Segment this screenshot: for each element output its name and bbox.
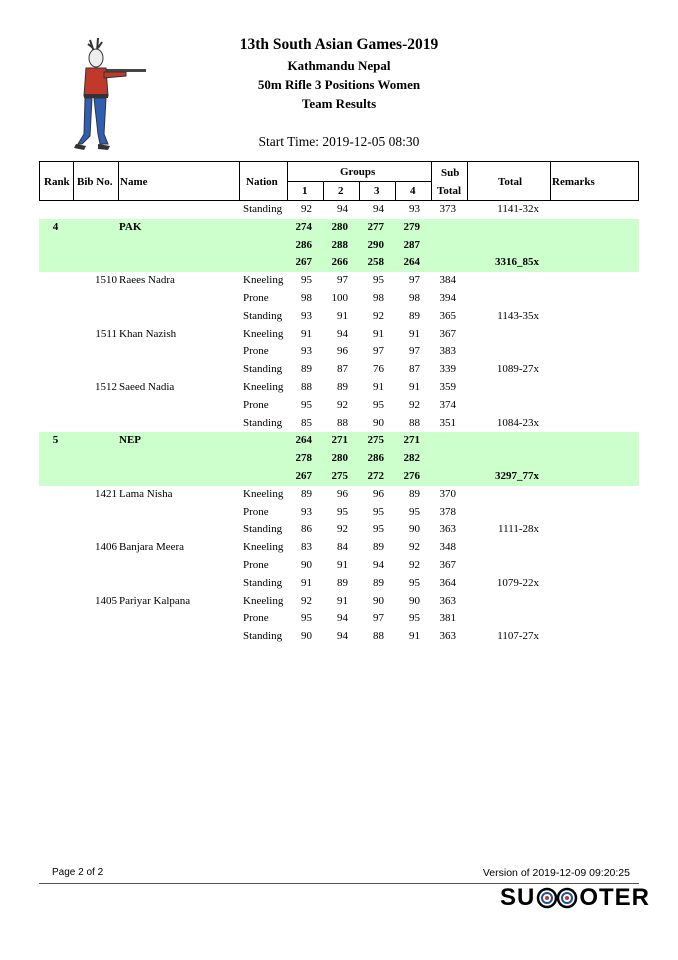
- group-2-score: 280: [331, 452, 348, 465]
- group-3-score: 97: [373, 612, 384, 625]
- sub-cell: 374: [439, 398, 456, 411]
- group-2-score: 96: [337, 487, 348, 500]
- group-2-score: 87: [337, 363, 348, 376]
- group-1-score: 264: [295, 434, 312, 447]
- sub-cell: 367: [439, 327, 456, 340]
- header-nation: Nation: [246, 176, 278, 188]
- bib-cell: 1510: [95, 274, 117, 287]
- group-3-score: 91: [373, 380, 384, 393]
- group-1-score: 90: [301, 558, 312, 571]
- group-2-score: 91: [337, 309, 348, 322]
- header-remarks: Remarks: [552, 176, 595, 188]
- name-cell: PAK: [119, 220, 142, 233]
- nation-cell: Prone: [243, 398, 269, 411]
- group-3-score: 90: [373, 416, 384, 429]
- nation-cell: Standing: [243, 523, 283, 536]
- group-3-score: 286: [367, 452, 384, 465]
- group-4-score: 92: [409, 558, 420, 571]
- group-3-score: 272: [367, 469, 384, 482]
- athlete-row: [39, 575, 639, 593]
- divider: [323, 181, 324, 200]
- group-2-score: 288: [331, 238, 348, 251]
- header-sub: Sub: [441, 167, 460, 179]
- nation-cell: Prone: [243, 558, 269, 571]
- group-3-score: 89: [373, 541, 384, 554]
- group-3-score: 95: [373, 523, 384, 536]
- athlete-row: [39, 201, 639, 219]
- divider: [467, 162, 468, 200]
- athlete-row: [39, 326, 639, 344]
- rank-cell: 5: [52, 434, 59, 447]
- header-sub-total: Total: [437, 185, 462, 197]
- athlete-row: [39, 272, 639, 290]
- group-1-score: 95: [301, 398, 312, 411]
- sub-cell: 351: [439, 416, 456, 429]
- total-cell: 1141-32x: [497, 203, 539, 215]
- version-text: Version of 2019-12-09 09:20:25: [482, 867, 630, 879]
- results-table-body: [39, 201, 639, 646]
- group-2-score: 96: [337, 345, 348, 358]
- athlete-row: [39, 361, 639, 379]
- group-4-score: 92: [409, 398, 420, 411]
- group-4-score: 276: [403, 469, 420, 482]
- group-4-score: 92: [409, 541, 420, 554]
- group-1-score: 93: [301, 505, 312, 518]
- divider: [239, 162, 240, 200]
- name-cell: NEP: [119, 434, 141, 447]
- athlete-row: [39, 343, 639, 361]
- group-4-score: 264: [403, 256, 420, 269]
- group-1-score: 86: [301, 523, 312, 536]
- group-2-score: 271: [331, 434, 348, 447]
- group-2-score: 280: [331, 220, 348, 233]
- nation-cell: Standing: [243, 203, 283, 215]
- nation-cell: Kneeling: [243, 594, 284, 607]
- divider: [359, 181, 360, 200]
- total-cell: 1107-27x: [497, 630, 539, 643]
- group-4-score: 271: [403, 434, 420, 447]
- group-1-score: 286: [295, 238, 312, 251]
- athlete-row: [39, 486, 639, 504]
- group-4-score: 88: [409, 416, 420, 429]
- athlete-row: [39, 521, 639, 539]
- group-4-score: 90: [409, 594, 420, 607]
- group-3-score: 89: [373, 576, 384, 589]
- group-1-score: 267: [295, 256, 312, 269]
- group-1-score: 91: [301, 576, 312, 589]
- nation-cell: Prone: [243, 612, 269, 625]
- group-4-score: 282: [403, 452, 420, 465]
- group-2-score: 92: [337, 523, 348, 536]
- group-3-score: 91: [373, 327, 384, 340]
- nation-cell: Kneeling: [243, 274, 284, 287]
- sub-cell: 378: [439, 505, 456, 518]
- total-cell: 1089-27x: [496, 363, 539, 376]
- group-1-score: 85: [301, 416, 312, 429]
- group-3-score: 95: [373, 505, 384, 518]
- nation-cell: Standing: [243, 630, 283, 643]
- name-cell: Pariyar Kalpana: [119, 594, 191, 607]
- nation-cell: Standing: [243, 416, 283, 429]
- group-2-score: 94: [337, 203, 348, 215]
- group-4-score: 97: [409, 345, 420, 358]
- divider: [73, 162, 74, 200]
- group-1-score: 278: [295, 452, 312, 465]
- group-3-score: 90: [373, 594, 384, 607]
- athlete-row: [39, 628, 639, 646]
- event-name: 50m Rifle 3 Positions Women: [257, 77, 421, 92]
- sub-cell: 363: [439, 594, 456, 607]
- header-total: Total: [498, 176, 523, 188]
- group-2-score: 84: [337, 541, 348, 554]
- results-type: Team Results: [301, 96, 377, 111]
- group-1-score: 274: [295, 220, 312, 233]
- sub-cell: 373: [439, 203, 456, 215]
- name-cell: Banjara Meera: [119, 541, 185, 554]
- group-3-score: 290: [367, 238, 384, 251]
- header-groups: Groups: [340, 166, 376, 178]
- nation-cell: Standing: [243, 576, 283, 589]
- group-3-score: 94: [373, 558, 384, 571]
- header-group-2: 2: [338, 185, 344, 197]
- name-cell: Saeed Nadia: [119, 380, 175, 393]
- team-row: [39, 237, 639, 255]
- divider: [118, 162, 119, 200]
- athlete-row: [39, 379, 639, 397]
- group-3-score: 92: [373, 309, 384, 322]
- group-4-score: 95: [409, 576, 420, 589]
- group-2-score: 94: [337, 612, 348, 625]
- group-4-score: 89: [409, 309, 420, 322]
- group-1-score: 91: [301, 327, 312, 340]
- group-1-score: 93: [301, 345, 312, 358]
- total-cell: 1079-22x: [496, 576, 539, 589]
- team-row: [39, 254, 639, 272]
- sub-cell: 394: [439, 291, 456, 304]
- results-table-header: [39, 161, 639, 201]
- group-1-score: 89: [301, 363, 312, 376]
- bib-cell: 1512: [95, 380, 117, 393]
- sub-cell: 339: [439, 363, 456, 376]
- group-2-score: 97: [337, 274, 348, 287]
- athlete-row: [39, 415, 639, 433]
- shooter-brand-logo: [500, 884, 650, 912]
- competition-location: Kathmandu Nepal: [287, 58, 391, 73]
- bib-cell: 1511: [95, 327, 117, 340]
- group-1-score: 95: [301, 274, 312, 287]
- group-2-score: 88: [337, 416, 348, 429]
- nation-cell: Prone: [243, 345, 269, 358]
- nation-cell: Kneeling: [243, 541, 284, 554]
- sub-cell: 381: [439, 612, 456, 625]
- group-4-score: 279: [403, 220, 420, 233]
- athlete-row: [39, 504, 639, 522]
- team-row: [39, 432, 639, 450]
- group-1-score: 92: [301, 203, 312, 215]
- page-number: Page 2 of 2: [52, 867, 104, 878]
- brand-text-left: SU: [500, 884, 536, 911]
- total-cell: 1084-23x: [496, 416, 539, 429]
- header-group-3: 3: [374, 185, 380, 197]
- athlete-row: [39, 397, 639, 415]
- group-3-score: 94: [373, 203, 384, 215]
- sub-cell: 370: [439, 487, 456, 500]
- group-3-score: 275: [367, 434, 384, 447]
- header-name: Name: [120, 176, 148, 188]
- group-4-score: 287: [403, 238, 420, 251]
- header-bib: Bib No.: [77, 176, 113, 188]
- group-2-score: 266: [331, 256, 348, 269]
- group-1-score: 267: [295, 469, 312, 482]
- nation-cell: Kneeling: [243, 327, 284, 340]
- total-cell: 3316_85x: [495, 256, 539, 269]
- group-3-score: 88: [373, 630, 384, 643]
- athlete-row: [39, 557, 639, 575]
- group-4-score: 95: [409, 612, 420, 625]
- group-1-score: 95: [301, 612, 312, 625]
- group-3-score: 98: [373, 291, 384, 304]
- total-cell: 1143-35x: [497, 309, 539, 322]
- sub-cell: 348: [439, 541, 456, 554]
- sub-cell: 365: [439, 309, 456, 322]
- athlete-row: [39, 290, 639, 308]
- divider: [395, 181, 396, 200]
- group-4-score: 95: [409, 505, 420, 518]
- name-cell: Khan Nazish: [119, 327, 177, 340]
- group-2-score: 94: [337, 327, 348, 340]
- name-cell: Lama Nisha: [119, 487, 173, 500]
- sub-cell: 359: [439, 380, 456, 393]
- athlete-row: [39, 593, 639, 611]
- bib-cell: 1406: [95, 541, 117, 554]
- divider: [550, 162, 551, 200]
- group-2-score: 91: [337, 558, 348, 571]
- divider: [431, 162, 432, 200]
- nation-cell: Prone: [243, 505, 269, 518]
- group-4-score: 93: [409, 203, 420, 215]
- total-cell: 3297_77x: [495, 469, 539, 482]
- group-2-score: 92: [337, 398, 348, 411]
- sub-cell: 363: [439, 523, 456, 536]
- total-cell: 1111-28x: [498, 523, 539, 536]
- header-group-4: 4: [410, 185, 416, 197]
- start-time: Start Time: 2019-12-05 08:30: [258, 134, 420, 149]
- sub-cell: 383: [439, 345, 456, 358]
- nation-cell: Prone: [243, 291, 269, 304]
- sub-cell: 384: [439, 274, 456, 287]
- group-1-score: 93: [301, 309, 312, 322]
- group-3-score: 258: [367, 256, 384, 269]
- group-2-score: 89: [337, 380, 348, 393]
- header-rank: Rank: [44, 176, 70, 188]
- name-cell: Raees Nadra: [119, 274, 175, 287]
- group-1-score: 92: [301, 594, 312, 607]
- nation-cell: Kneeling: [243, 487, 284, 500]
- competition-title: 13th South Asian Games-2019: [239, 36, 439, 53]
- bib-cell: 1405: [95, 594, 117, 607]
- group-4-score: 89: [409, 487, 420, 500]
- group-1-score: 88: [301, 380, 312, 393]
- group-3-score: 97: [373, 345, 384, 358]
- group-1-score: 83: [301, 541, 312, 554]
- group-1-score: 90: [301, 630, 312, 643]
- brand-text-right: OTER: [579, 884, 651, 911]
- sub-cell: 364: [439, 576, 456, 589]
- group-4-score: 90: [409, 523, 420, 536]
- header-group-1: 1: [302, 185, 308, 197]
- athlete-row: [39, 610, 639, 628]
- group-3-score: 95: [373, 274, 384, 287]
- group-3-score: 95: [373, 398, 384, 411]
- group-1-score: 89: [301, 487, 312, 500]
- nation-cell: Kneeling: [243, 380, 284, 393]
- team-row: [39, 450, 639, 468]
- bib-cell: 1421: [95, 487, 117, 500]
- sub-cell: 367: [439, 558, 456, 571]
- group-2-score: 94: [337, 630, 348, 643]
- rank-cell: 4: [52, 220, 59, 233]
- group-3-score: 96: [373, 487, 384, 500]
- team-row: [39, 468, 639, 486]
- group-2-score: 95: [337, 505, 348, 518]
- group-4-score: 91: [409, 380, 420, 393]
- group-4-score: 91: [409, 630, 420, 643]
- group-4-score: 87: [409, 363, 420, 376]
- group-1-score: 98: [301, 291, 312, 304]
- team-row: [39, 219, 639, 237]
- group-2-score: 275: [331, 469, 348, 482]
- group-3-score: 277: [367, 220, 384, 233]
- group-4-score: 97: [409, 274, 420, 287]
- sub-cell: 363: [439, 630, 456, 643]
- athlete-row: [39, 539, 639, 557]
- shooting-target-icon: [536, 887, 578, 909]
- nation-cell: Standing: [243, 363, 283, 376]
- athlete-row: [39, 308, 639, 326]
- group-2-score: 100: [331, 291, 348, 304]
- group-2-score: 89: [337, 576, 348, 589]
- group-2-score: 91: [337, 594, 348, 607]
- group-4-score: 98: [409, 291, 420, 304]
- group-3-score: 76: [373, 363, 384, 376]
- group-4-score: 91: [409, 327, 420, 340]
- nation-cell: Standing: [243, 309, 283, 322]
